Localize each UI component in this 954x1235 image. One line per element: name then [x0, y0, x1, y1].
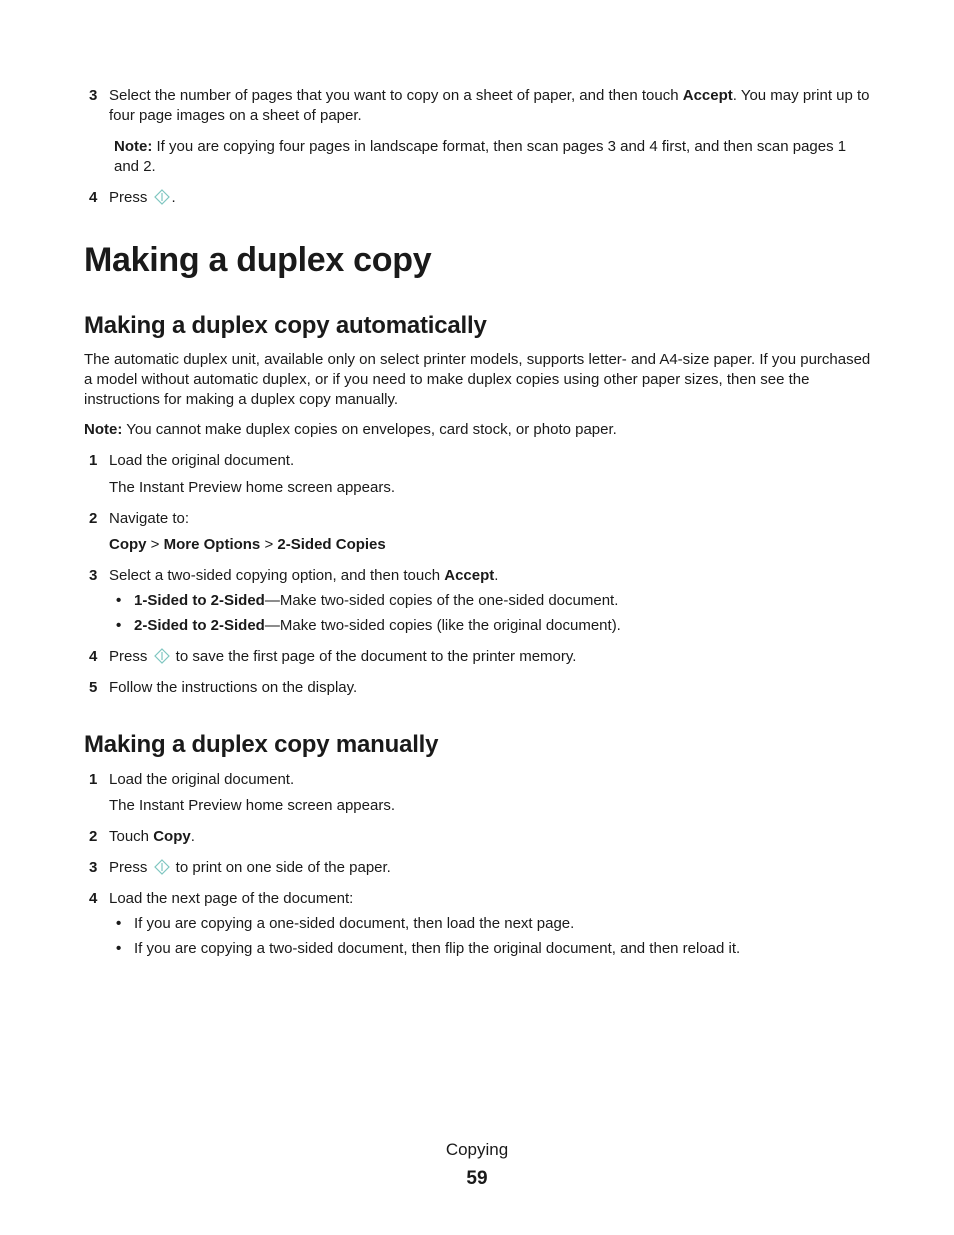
step-number: 3	[89, 87, 98, 104]
list-item: • 2-Sided to 2-Sided—Make two-sided copies (like the original document).	[116, 617, 621, 634]
start-button-icon	[154, 859, 170, 875]
section-heading-manual: Making a duplex copy manually	[84, 731, 439, 758]
bullet-icon: •	[116, 915, 122, 932]
manual-step-4: 4 Load the next page of the document:	[89, 890, 354, 907]
step-number: 2	[89, 828, 98, 845]
list-item: • If you are copying a one-sided document, then load the next page.	[116, 915, 575, 932]
list-item: • 1-Sided to 2-Sided—Make two-sided copies of the one-sided document.	[116, 592, 619, 609]
step-number: 4	[89, 890, 98, 907]
bullet-icon: •	[116, 617, 122, 634]
auto-step-1-result: The Instant Preview home screen appears.	[109, 479, 395, 496]
manual-step-2: 2 Touch Copy.	[89, 828, 195, 845]
auto-step-4: 4 Press to save the first page of the document to the printer memory.	[89, 648, 577, 665]
top-step-4: 4 Press .	[89, 189, 176, 206]
start-button-icon	[154, 189, 170, 205]
start-button-icon	[154, 648, 170, 664]
step-number: 2	[89, 510, 98, 527]
step-number: 5	[89, 679, 98, 696]
step-number: 3	[89, 859, 98, 876]
step-text: Select the number of pages that you want to copy on a sheet of paper, and then touch Accept. You may print up to four page images on a sheet of paper.	[109, 87, 870, 124]
menu-path: Copy > More Options > 2-Sided Copies	[109, 536, 386, 553]
step-number: 4	[89, 189, 98, 206]
note-paragraph: Note: You cannot make duplex copies on envelopes, card stock, or photo paper.	[84, 421, 617, 438]
auto-step-2: 2 Navigate to:	[89, 510, 190, 527]
page-number: 59	[466, 1168, 488, 1189]
section-heading-automatic: Making a duplex copy automatically	[84, 312, 487, 339]
auto-step-3: 3 Select a two-sided copying option, and then touch Accept.	[89, 567, 499, 584]
bullet-icon: •	[116, 592, 122, 609]
top-note: Note: If you are copying four pages in landscape format, then scan pages 3 and 4 first, and then scan pages 1 and 2.	[114, 138, 847, 175]
manual-step-1: 1 Load the original document.	[89, 771, 295, 788]
top-step-3	[89, 86, 879, 126]
manual-step-3: 3 Press to print on one side of the paper.	[89, 859, 391, 876]
auto-step-1: 1 Load the original document.	[89, 452, 295, 469]
list-item: • If you are copying a two-sided document, then flip the original document, and then reload it.	[116, 940, 741, 957]
step-number: 1	[89, 771, 98, 788]
page-title: Making a duplex copy	[84, 241, 432, 279]
bullet-icon: •	[116, 940, 122, 957]
intro-paragraph: The automatic duplex unit, available only on select printer models, supports letter- and A4-size paper. If you purchased a model without automatic duplex, or if you need to make duplex copies using other paper sizes, then see the instructions for making a duplex copy manually.	[84, 351, 871, 408]
manual-step-1-result: The Instant Preview home screen appears.	[109, 797, 395, 814]
auto-step-5: 5 Follow the instructions on the display.	[89, 679, 358, 696]
step-number: 1	[89, 452, 98, 469]
step-number: 4	[89, 648, 98, 665]
footer-section-name: Copying	[445, 1140, 509, 1159]
step-number: 3	[89, 567, 98, 584]
